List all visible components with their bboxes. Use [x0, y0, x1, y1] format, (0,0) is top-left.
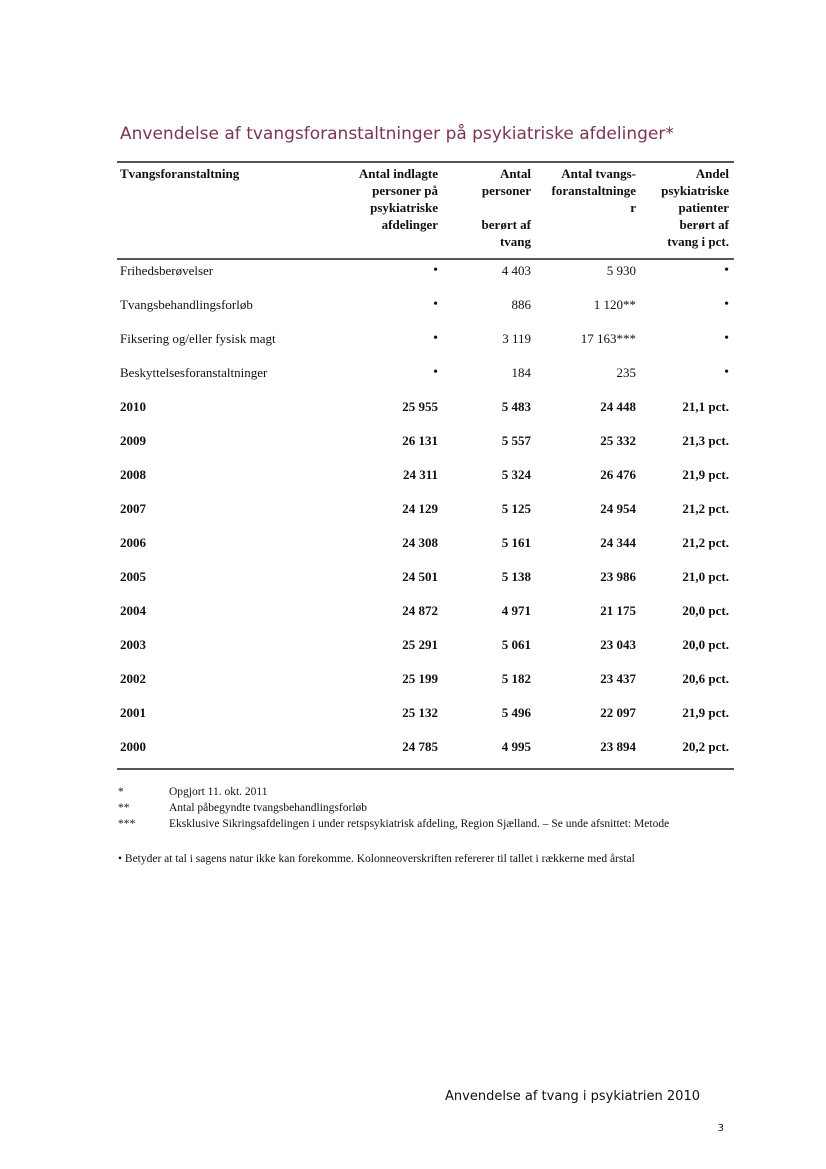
cell-indlagte: • — [433, 331, 438, 346]
footnote-text: Opgjort 11. okt. 2011 — [169, 786, 268, 798]
table-row — [0, 601, 826, 621]
table-row — [0, 737, 826, 757]
cell-personer: 5 125 — [501, 501, 531, 516]
header-bottom-rule — [117, 258, 734, 260]
cell-personer: 184 — [511, 365, 531, 380]
cell-foranstaltninger: 24 954 — [600, 501, 636, 516]
cell-indlagte: 24 311 — [402, 467, 438, 482]
cell-indlagte: • — [433, 263, 438, 278]
cell-indlagte: 25 132 — [402, 705, 438, 720]
cell-personer: 5 324 — [501, 467, 531, 482]
table-row — [0, 567, 826, 587]
cell-indlagte: 25 291 — [402, 637, 438, 652]
cell-label: 2005 — [120, 569, 146, 584]
cell-foranstaltninger: 23 986 — [600, 569, 636, 584]
cell-indlagte: 24 501 — [402, 569, 438, 584]
cell-label: Frihedsberøvelser — [120, 263, 214, 278]
cell-andel: 21,2 pct. — [682, 501, 729, 516]
header-andel — [661, 165, 729, 250]
cell-indlagte: • — [433, 365, 438, 380]
table-top-rule — [117, 161, 734, 163]
cell-foranstaltninger: 17 163*** — [580, 331, 636, 346]
cell-indlagte: 24 872 — [402, 603, 438, 618]
cell-indlagte: 26 131 — [402, 433, 438, 448]
cell-personer: 5 483 — [501, 399, 531, 414]
cell-indlagte: 24 129 — [402, 501, 438, 516]
cell-label: 2004 — [120, 603, 146, 618]
page-title: Anvendelse af tvangsforanstaltninger på psykiatriske afdelinger* — [120, 124, 674, 144]
header-foranstaltninger — [552, 165, 637, 216]
cell-personer: 5 161 — [501, 535, 531, 550]
header-line: Antal indlagte — [358, 166, 438, 181]
cell-andel: 20,0 pct. — [682, 603, 729, 618]
header-line: r — [630, 200, 636, 215]
cell-personer: 5 182 — [501, 671, 531, 686]
header-line: patienter — [678, 200, 729, 215]
header-line: personer på — [372, 183, 438, 198]
header-indlagte — [359, 165, 438, 233]
cell-label: Beskyttelsesforanstaltninger — [120, 365, 268, 380]
header-line: psykiatriske — [661, 183, 729, 198]
cell-foranstaltninger: 21 175 — [600, 603, 636, 618]
cell-andel: • — [724, 297, 729, 312]
header-line: personer — [481, 183, 531, 198]
cell-label: Tvangsbehandlingsforløb — [120, 297, 253, 312]
cell-personer: 5 496 — [501, 705, 531, 720]
cell-andel: • — [724, 331, 729, 346]
cell-andel: 21,0 pct. — [682, 569, 729, 584]
cell-indlagte: 24 785 — [402, 739, 438, 754]
cell-personer: 4 971 — [501, 603, 531, 618]
table-row — [0, 533, 826, 553]
table-bottom-rule — [117, 768, 734, 770]
footnote-mark: *** — [118, 818, 136, 830]
cell-andel: 21,9 pct. — [682, 467, 729, 482]
table-row — [0, 261, 826, 281]
cell-foranstaltninger: 22 097 — [600, 705, 636, 720]
page-number: 3 — [717, 1123, 724, 1134]
header-line: Antal — [499, 166, 531, 181]
cell-andel: 20,2 pct. — [682, 739, 729, 754]
cell-indlagte: • — [433, 297, 438, 312]
cell-foranstaltninger: 1 120** — [593, 297, 636, 312]
cell-personer: 4 403 — [501, 263, 531, 278]
cell-label: 2006 — [120, 535, 146, 550]
table-row — [0, 465, 826, 485]
cell-indlagte: 24 308 — [402, 535, 438, 550]
cell-label: 2010 — [120, 399, 146, 414]
cell-foranstaltninger: 26 476 — [600, 467, 636, 482]
cell-label: 2009 — [120, 433, 146, 448]
page-footer: Anvendelse af tvang i psykiatrien 2010 — [445, 1089, 700, 1104]
footnote-text: Eksklusive Sikringsafdelingen i under retspsykiatrisk afdeling, Region Sjælland. – Se unde afsnittet: Metode — [169, 818, 670, 830]
header-measure — [120, 165, 239, 182]
cell-foranstaltninger: 25 332 — [600, 433, 636, 448]
cell-andel: 20,6 pct. — [682, 671, 729, 686]
footnote-mark: * — [118, 786, 124, 798]
table-row — [0, 329, 826, 349]
table-row — [0, 397, 826, 417]
cell-foranstaltninger: 24 448 — [600, 399, 636, 414]
cell-indlagte: 25 199 — [402, 671, 438, 686]
cell-foranstaltninger: 24 344 — [600, 535, 636, 550]
cell-indlagte: 25 955 — [402, 399, 438, 414]
cell-personer: 5 138 — [501, 569, 531, 584]
table-row — [0, 669, 826, 689]
table-row — [0, 499, 826, 519]
cell-label: 2001 — [120, 705, 146, 720]
cell-foranstaltninger: 235 — [616, 365, 636, 380]
cell-andel: 20,0 pct. — [682, 637, 729, 652]
cell-label: Fiksering og/eller fysisk magt — [120, 331, 276, 346]
cell-personer: 3 119 — [502, 331, 531, 346]
cell-andel: 21,2 pct. — [682, 535, 729, 550]
header-personer — [482, 165, 531, 250]
header-line: foranstaltninge — [551, 183, 636, 198]
cell-label: 2002 — [120, 671, 146, 686]
cell-andel: 21,3 pct. — [682, 433, 729, 448]
header-line: tvang i pct. — [667, 234, 729, 249]
cell-label: 2000 — [120, 739, 146, 754]
cell-foranstaltninger: 23 437 — [600, 671, 636, 686]
footnote-mark: ** — [118, 802, 130, 814]
table-row — [0, 635, 826, 655]
cell-andel: 21,1 pct. — [682, 399, 729, 414]
header-line: berørt af — [679, 217, 729, 232]
cell-personer: 5 557 — [501, 433, 531, 448]
header-line: Antal tvangs- — [561, 166, 636, 181]
cell-foranstaltninger: 23 043 — [600, 637, 636, 652]
cell-label: 2008 — [120, 467, 146, 482]
cell-label: 2007 — [120, 501, 146, 516]
cell-andel: • — [724, 365, 729, 380]
cell-foranstaltninger: 5 930 — [606, 263, 636, 278]
table-row — [0, 363, 826, 383]
header-line: Andel — [695, 166, 729, 181]
cell-andel: • — [724, 263, 729, 278]
cell-foranstaltninger: 23 894 — [600, 739, 636, 754]
table-row — [0, 703, 826, 723]
header-line: afdelinger — [381, 217, 438, 232]
header-line — [482, 199, 531, 216]
cell-personer: 5 061 — [501, 637, 531, 652]
cell-label: 2003 — [120, 637, 146, 652]
header-line: psykiatriske — [370, 200, 438, 215]
cell-personer: 4 995 — [501, 739, 531, 754]
dot-explanation: • Betyder at tal i sagens natur ikke kan forekomme. Kolonneoverskriften refererer til tallet i rækkerne med årstal — [118, 853, 635, 865]
header-line: berørt af — [481, 217, 531, 232]
table-row — [0, 431, 826, 451]
footnote-text: Antal påbegyndte tvangsbehandlingsforløb — [169, 802, 368, 814]
table-row — [0, 295, 826, 315]
header-line: tvang — [499, 234, 531, 249]
cell-personer: 886 — [511, 297, 531, 312]
cell-andel: 21,9 pct. — [682, 705, 729, 720]
header-line: Tvangsforanstaltning — [120, 166, 240, 181]
